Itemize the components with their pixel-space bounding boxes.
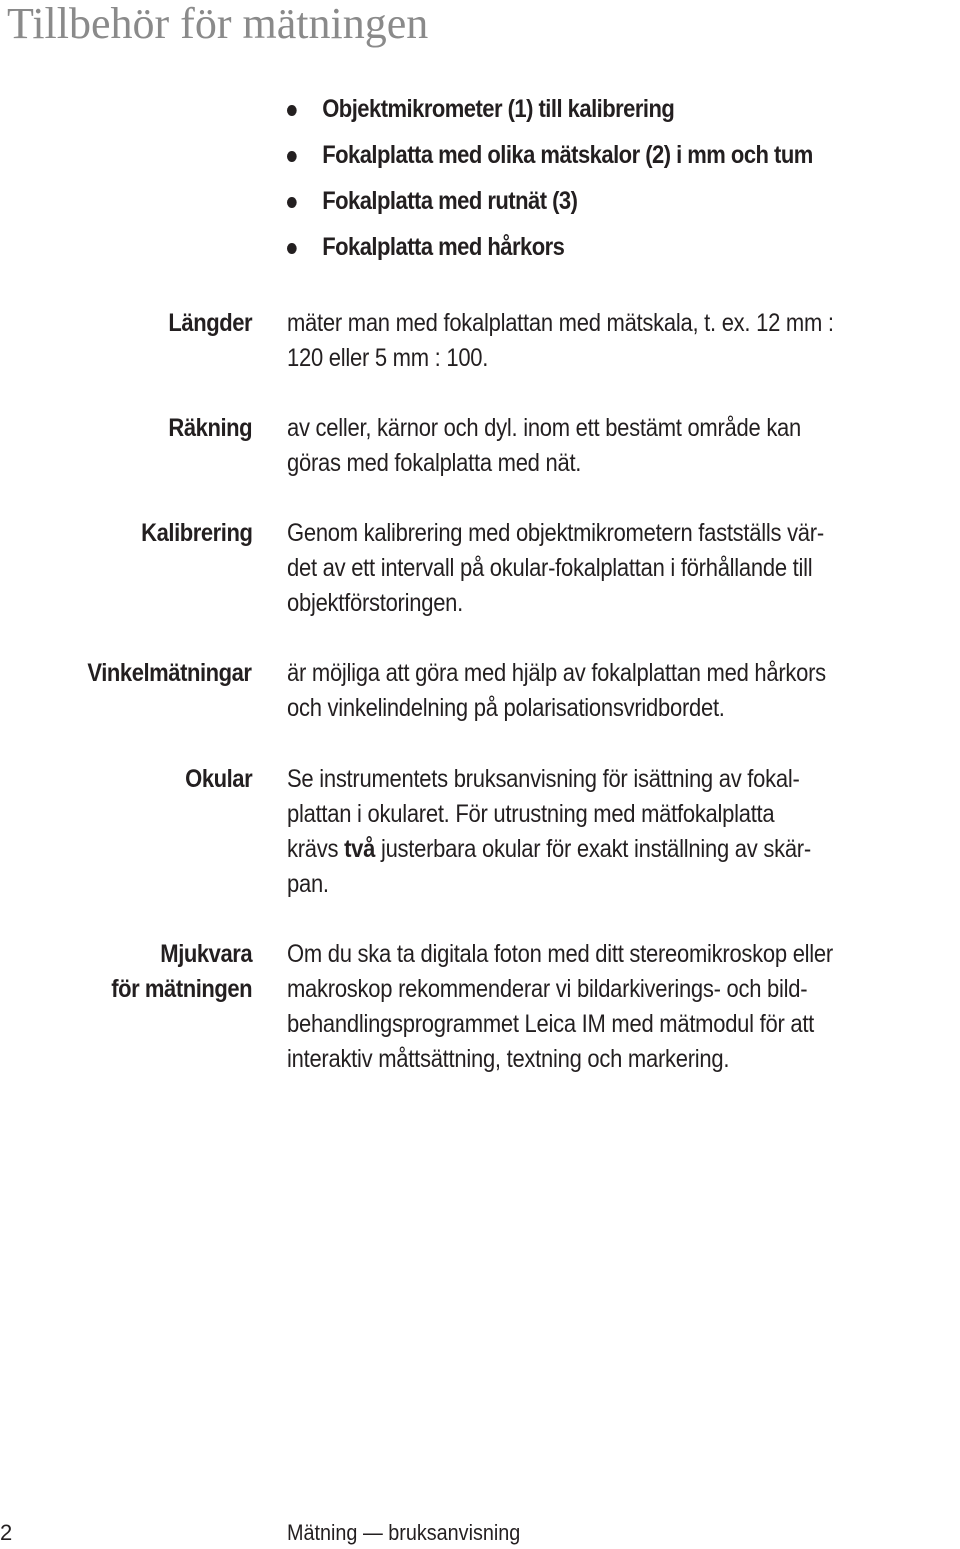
- description-line: pan.: [287, 870, 329, 898]
- section-term: Räkning: [168, 414, 252, 442]
- section-term-line: för mätningen: [111, 975, 252, 1003]
- description-line: det av ett intervall på okular-fokalplattan i förhållande till: [287, 554, 813, 582]
- list-item: [287, 86, 813, 132]
- section-term: [111, 937, 252, 1007]
- emphasis-text: två: [344, 835, 376, 863]
- list-item-text: Fokalplatta med hårkors: [322, 233, 565, 261]
- section-term: Vinkelmätningar: [87, 659, 252, 687]
- description-line: objektförstoringen.: [287, 589, 463, 617]
- description-text: krävs: [287, 835, 345, 863]
- page-title: Tillbehör för mätningen: [7, 0, 429, 48]
- description-line: plattan i okularet. För utrustning med mätfokalplatta: [287, 800, 775, 828]
- description-line: makroskop rekommenderar vi bildarkiverings- och bild-: [287, 975, 808, 1003]
- description-line: är möjliga att göra med hjälp av fokalplattan med hårkors: [287, 659, 826, 687]
- section-description: [287, 937, 956, 1077]
- bullet-icon: [287, 243, 297, 254]
- section-term-line: Mjukvara: [160, 940, 252, 968]
- description-text: justerbara okular för exakt inställning av skär-: [375, 835, 811, 863]
- list-item: [287, 178, 813, 224]
- section-description: [287, 656, 956, 726]
- description-line: Om du ska ta digitala foton med ditt stereomikroskop eller: [287, 940, 833, 968]
- description-line: och vinkelindelning på polarisationsvridbordet.: [287, 694, 725, 722]
- bullet-icon: [287, 197, 297, 208]
- section-term: Kalibrering: [140, 519, 252, 547]
- description-line: göras med fokalplatta med nät.: [287, 449, 582, 477]
- description-line: Genom kalibrering med objektmikrometern fastställs vär-: [287, 519, 824, 547]
- list-item-text: Fokalplatta med rutnät (3): [322, 187, 578, 215]
- accessories-list: [287, 86, 884, 270]
- description-line: [287, 832, 956, 867]
- bullet-icon: [287, 151, 297, 162]
- section-description: [287, 306, 956, 376]
- description-line: behandlingsprogrammet Leica IM med mätmodul för att: [287, 1010, 815, 1038]
- description-line: 120 eller 5 mm : 100.: [287, 344, 489, 372]
- section-description: [287, 516, 956, 621]
- description-line: mäter man med fokalplattan med mätskala, t. ex. 12 mm :: [287, 309, 834, 337]
- section-term: Okular: [184, 765, 252, 793]
- section-term: Längder: [168, 309, 252, 337]
- page-number: 2: [0, 1520, 13, 1545]
- description-line: interaktiv måttsättning, textning och markering.: [287, 1045, 730, 1073]
- list-item-text: Objektmikrometer (1) till kalibrering: [322, 95, 675, 123]
- footer-title: Mätning — bruksanvisning: [287, 1520, 521, 1545]
- section-description: [287, 411, 956, 481]
- list-item: [287, 132, 813, 178]
- list-item-text: Fokalplatta med olika mätskalor (2) i mm och tum: [322, 141, 813, 169]
- bullet-icon: [287, 105, 297, 116]
- description-line: av celler, kärnor och dyl. inom ett bestämt område kan: [287, 414, 802, 442]
- section-description: [287, 762, 956, 902]
- description-line: Se instrumentets bruksanvisning för isättning av fokal-: [287, 765, 800, 793]
- list-item: [287, 224, 813, 270]
